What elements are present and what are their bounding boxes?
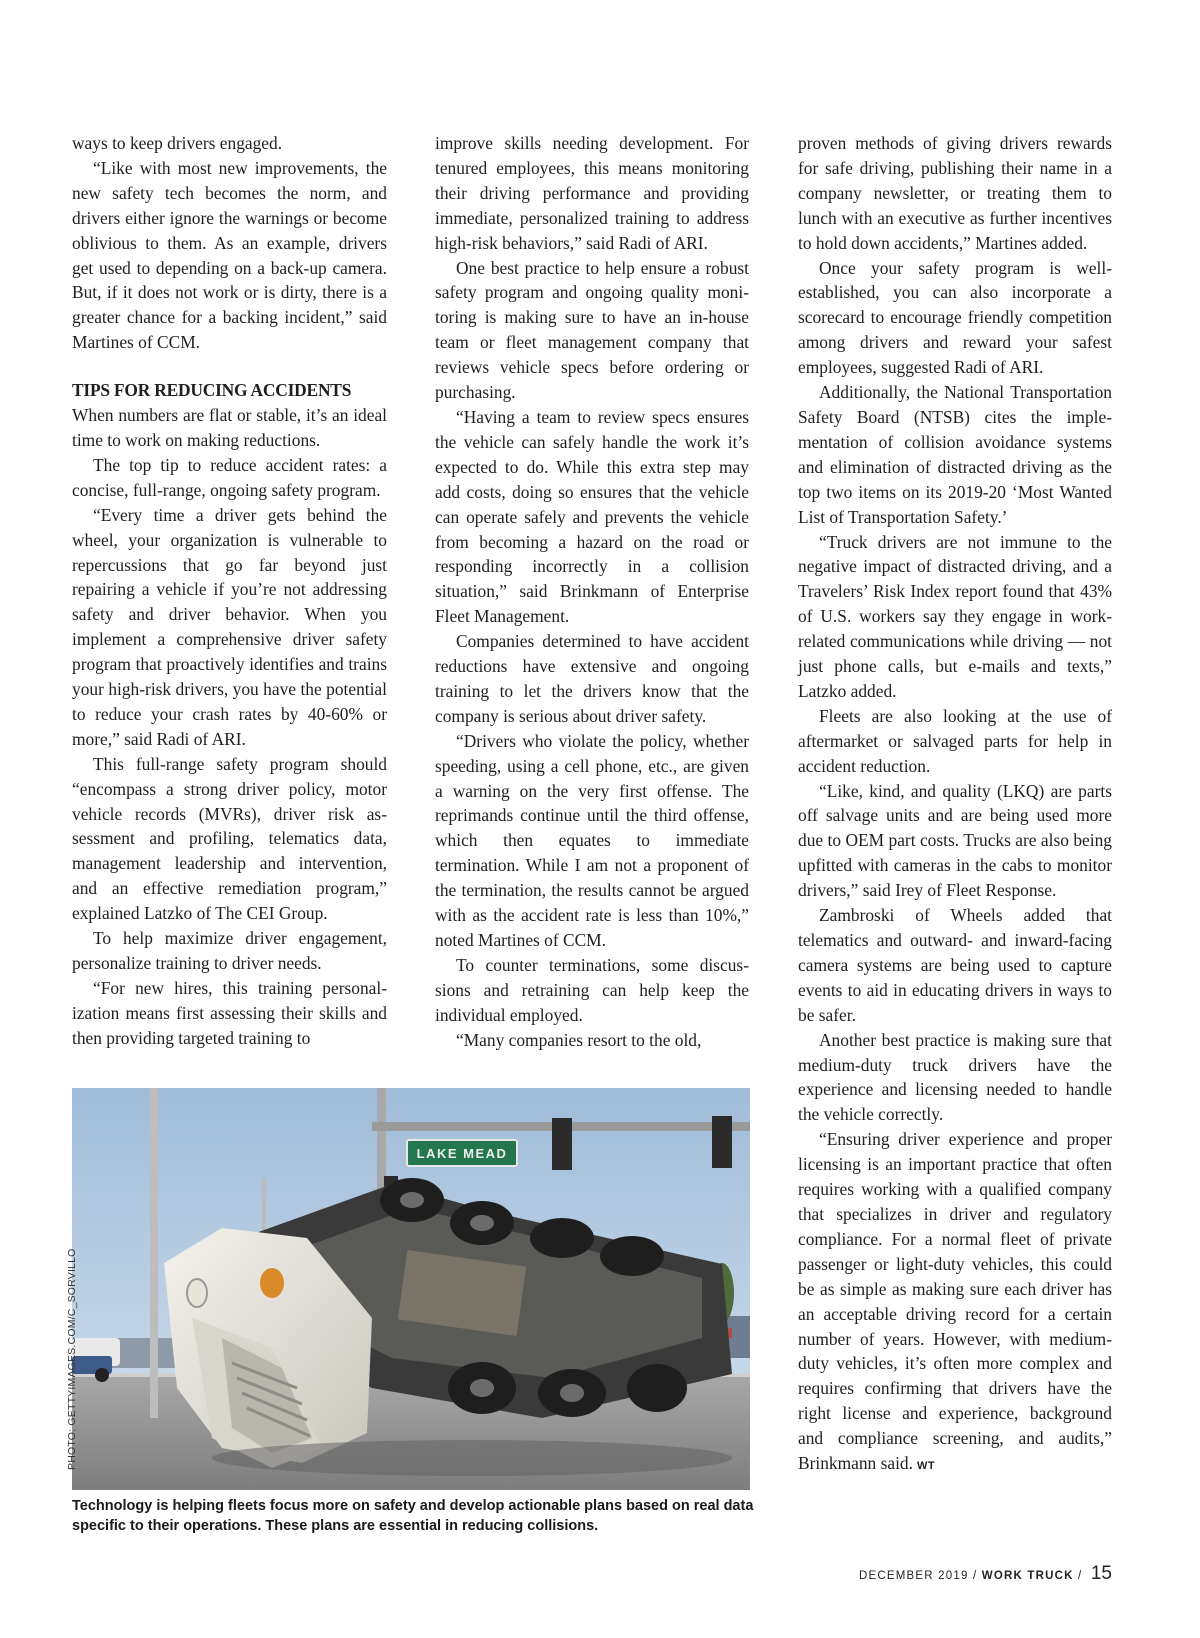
paragraph: “Every time a driver gets behind the wheel, your organization is vulnerable to repercussions that go far beyond just repairing a vehicle if you’re not addressing safety and driver behavior. When you implement a comprehensive driver safety program that proactively identifies and trains your high-risk drivers, you have the potential to reduce your crash rates by 40-60% or more,” said Radi of ARI.	[72, 504, 387, 749]
overturned-truck-photo	[72, 1088, 750, 1490]
paragraph: The top tip to reduce accident rates: a concise, full-range, ongoing safety program.	[72, 454, 387, 500]
article-column-3	[798, 131, 1112, 1479]
article-column-2	[435, 131, 749, 1053]
paragraph: Another best practice is making sure that medium-duty truck drivers have the experience and licensing needed to handle the vehicle correctly.	[798, 1029, 1112, 1125]
paragraph: “Truck drivers are not immune to the negative impact of distracted driving, and a Travelers’ Risk Index report found that 43% of U.S. workers say they engage in work-related communications while driving — not just phone calls, but e-mails and texts,” Latzko added.	[798, 531, 1112, 701]
paragraph: “Like with most new improvements, the new safety tech becomes the norm, and drivers either ignore the warnings or become oblivious to them. As an example, drivers get used to depending on a back-up camera. But, if it does not work or is dirty, there is a greater chance for a backing incident,” said Martines of CCM.	[72, 157, 387, 353]
paragraph: “Drivers who violate the policy, whether speeding, using a cell phone, etc., are given a warning on the very first offense. The reprimands continue until the third offense, which then equates to immediate termination. While I am not a proponent of the termination, the results cannot be argued with as the accident rate is less than 10%,” noted Martines of CCM.	[435, 730, 749, 950]
paragraph: proven methods of giving drivers rewards for safe driving, publishing their name in a company newsletter, or treating them to lunch with an executive as further incentives to hold down accidents,” Martines added.	[798, 133, 1112, 253]
paragraph: “Like, kind, and quality (LKQ) are parts off salvage units and are being used more due to OEM part costs. Trucks are also being upfitted with cameras in the cabs to monitor drivers,” said Irey of Fleet Response.	[798, 780, 1112, 901]
section-heading: TIPS FOR REDUCING ACCIDENTS	[72, 380, 352, 401]
paragraph: Additionally, the National Transportation Safety Board (NTSB) cites the implementation of collision avoidance systems and elimination of distracted driving as the top two items on its 2019-20 ‘Most Wanted List of Transportation Safety.’	[798, 382, 1112, 527]
photo-caption: Technology is helping fleets focus more on safety and develop actionable plans based on real data specific to their operations. These plans are essential in reducing collisions.	[72, 1498, 754, 1534]
paragraph: When numbers are flat or stable, it’s an ideal time to work on making reductions.	[72, 405, 387, 450]
paragraph-text: “Ensuring driver experience and proper licensing is an important practice that often requires working with a qualified company that specializes in driver and regulatory compliance. For a normal fleet of private passenger or light-duty vehicles, this could be as simple as making sure each driver has an acceptable driving record for a certain number of years. However, with medium-duty vehicles, it’s often more complex and requires confirming that drivers have the right license and experience, background and compliance screening, and audits,” Brinkmann said.	[798, 1129, 1112, 1474]
paragraph: Fleets are also looking at the use of aftermarket or salvaged parts for help in accident reduction.	[798, 705, 1112, 776]
photo-credit: PHOTO: GETTYIMAGES.COM/C_SORVILLO	[66, 1248, 78, 1470]
street-sign-text: LAKE MEAD	[416, 1146, 508, 1161]
magazine-name: WORK TRUCK	[981, 1570, 1074, 1582]
page-footer	[859, 1563, 1112, 1585]
footer-separator: /	[972, 1570, 978, 1582]
end-mark: WT	[916, 1460, 936, 1473]
paragraph: “Many companies resort to the old,	[456, 1029, 702, 1050]
paragraph: ways to keep drivers engaged.	[72, 133, 283, 153]
paragraph-final	[798, 1127, 1112, 1479]
paragraph: “Having a team to review specs ensures the vehicle can safely handle the work it’s expected to do. While this extra step may add costs, doing so ensures that the vehicle can operate safely and prevents the vehicle from becoming a hazard on the road or responding incorrectly in a collision situation,” said Brinkmann of Enterprise Fleet Management.	[435, 406, 749, 627]
paragraph: This full-range safety program should “encompass a strong driver policy, motor vehicle records (MVRs), driver risk assessment and profiling, telematics data, management leadership and intervention, and an effective remediation program,” explained Latzko of The CEI Group.	[72, 753, 387, 924]
article-column-1	[72, 131, 387, 1051]
paragraph: To counter terminations, some discussions and retraining can help keep the individual employed.	[435, 954, 749, 1025]
paragraph: One best practice to help ensure a robust safety program and ongoing quality monitoring is making sure to have an in-house team or fleet management company that reviews vehicle specs before ordering or purchasing.	[435, 257, 749, 403]
paragraph: improve skills needing development. For tenured employees, this means monitoring their driving performance and providing immediate, personalized training to address high-risk behaviors,” said Radi of ARI.	[435, 133, 749, 253]
paragraph: Once your safety program is well-established, you can also incorporate a scorecard to encourage friendly competition among drivers and reward your safest employees, suggested Radi of ARI.	[798, 257, 1112, 378]
paragraph: “For new hires, this training personalization means first assessing their skills and then providing targeted training to	[72, 977, 387, 1048]
paragraph: To help maximize driver engagement, personalize training to driver needs.	[72, 928, 387, 973]
footer-separator: /	[1078, 1570, 1083, 1582]
paragraph: Companies determined to have accident reductions have extensive and ongoing training to let the drivers know that the company is serious about driver safety.	[435, 631, 749, 726]
issue-date: DECEMBER 2019	[859, 1570, 969, 1582]
page-number: 15	[1090, 1563, 1112, 1584]
paragraph: Zambroski of Wheels added that telematics and outward- and inward-facing camera systems are being used to capture events to aid in educating drivers in ways to be safer.	[798, 905, 1112, 1025]
